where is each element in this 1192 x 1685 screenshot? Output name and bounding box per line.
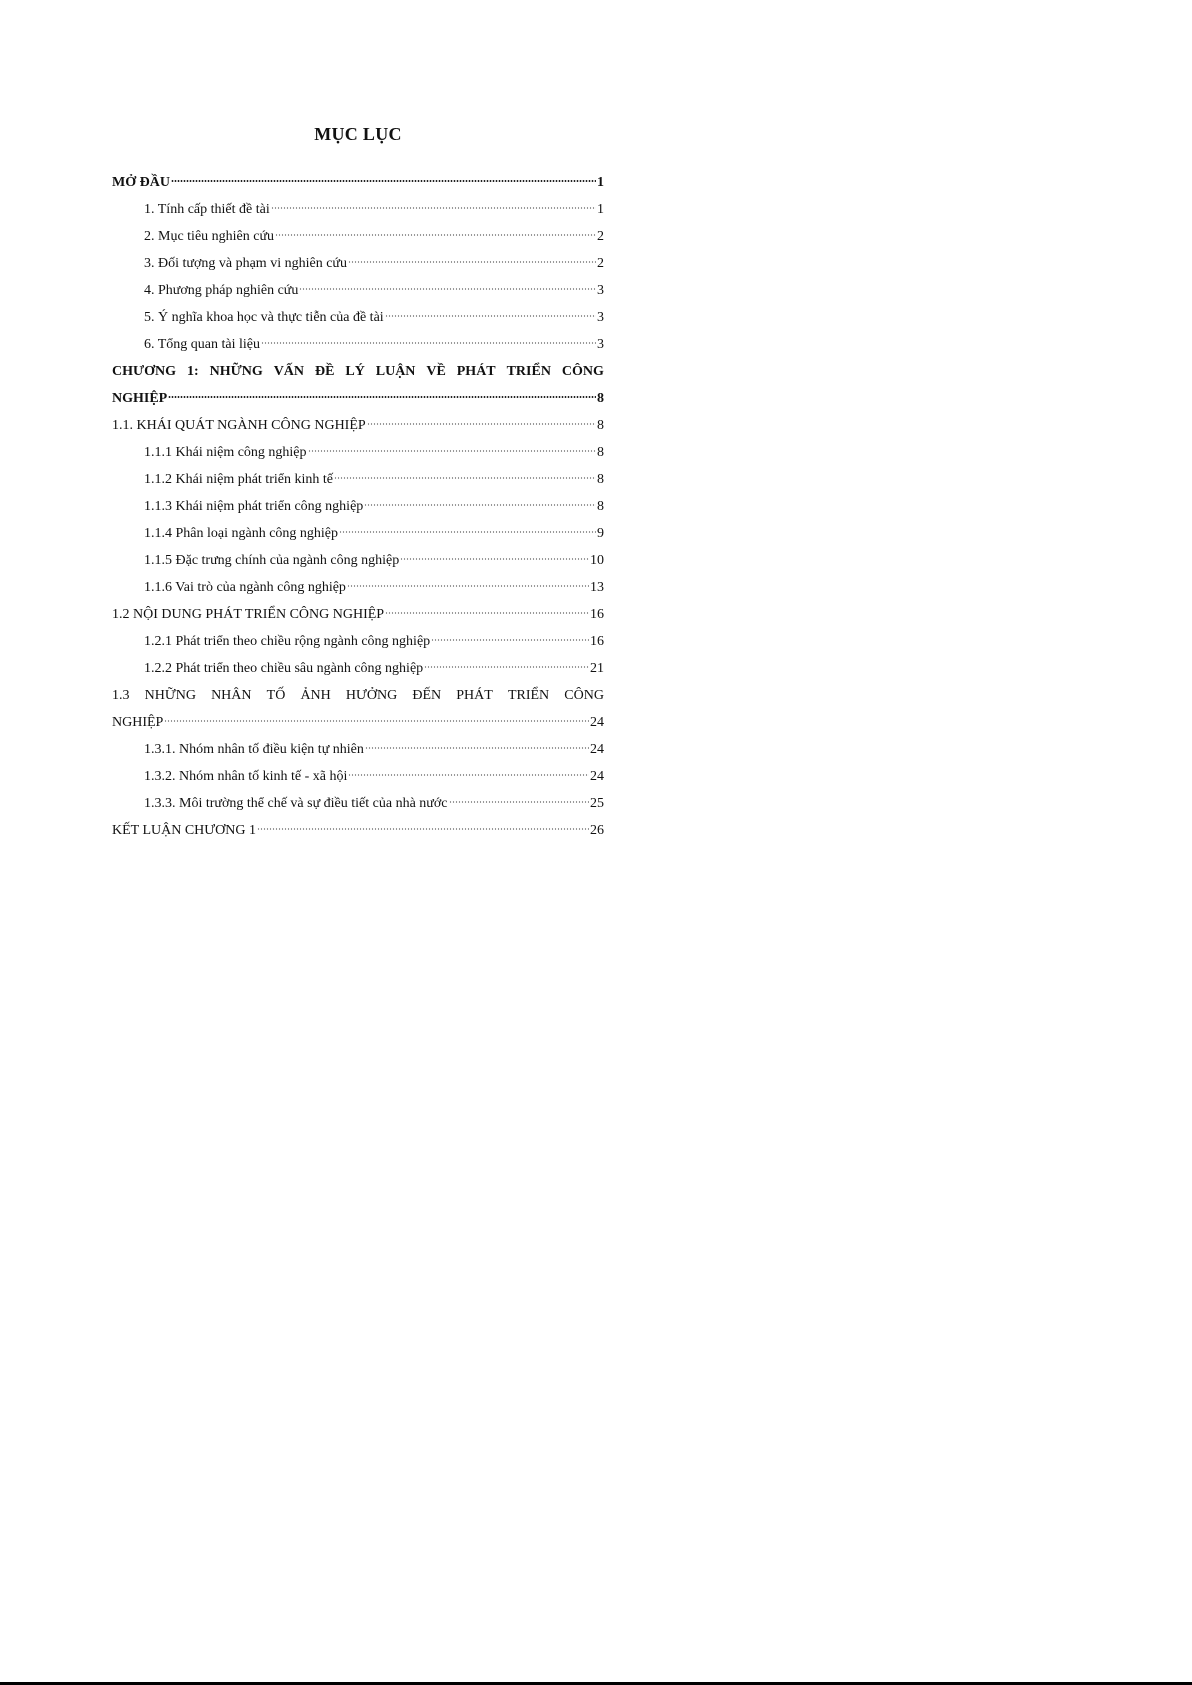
toc-title: MỤC LỤC [314, 124, 402, 144]
toc-entry-page: 3 [597, 337, 604, 352]
toc-entry-label: 2. Mục tiêu nghiên cứu [144, 229, 275, 244]
heading-word: 1: [186, 364, 199, 379]
toc-entry-page: 16 [590, 607, 604, 622]
toc-entry-1-2-1[interactable] [112, 634, 604, 661]
toc-entry-1-1-3[interactable] [112, 499, 604, 526]
dot-leader [400, 557, 589, 561]
toc-entry-page: 3 [597, 283, 604, 298]
toc-entry-label: 1.1.2 Khái niệm phát triển kinh tế [144, 472, 333, 487]
toc-entry-page: 24 [590, 715, 604, 730]
heading-word: TRIỂN [507, 688, 550, 703]
dot-leader [275, 233, 596, 237]
toc-entry-label: 1.1.3 Khái niệm phát triển công nghiệp [144, 499, 364, 514]
toc-entry-label: 1.2 NỘI DUNG PHÁT TRIỂN CÔNG NGHIỆP [112, 607, 385, 622]
toc-entry-1-3-3[interactable] [112, 796, 604, 823]
dot-leader [424, 665, 589, 669]
toc-entry-label: 1.2.1 Phát triển theo chiều rộng ngành công nghiệp [144, 634, 431, 649]
toc-entry-label: 1.3.2. Nhóm nhân tố kinh tế - xã hội [144, 769, 348, 784]
toc-entry-page: 2 [597, 256, 604, 271]
dot-leader [299, 287, 596, 291]
dot-leader [308, 449, 596, 453]
dot-leader [385, 611, 589, 615]
dot-leader [431, 638, 589, 642]
toc-entry-label: NGHIỆP [112, 715, 164, 730]
toc-entry-page: 8 [597, 499, 604, 514]
toc-entry-page: 8 [597, 418, 604, 433]
toc-entry-1-2-2[interactable] [112, 661, 604, 688]
toc-entry-label: 1.1.5 Đặc trưng chính của ngành công nghiệp [144, 553, 400, 568]
toc-entry-1-1-6[interactable] [112, 580, 604, 607]
heading-word: ĐỀ [314, 364, 335, 379]
dot-leader [348, 260, 596, 264]
dot-leader [334, 476, 596, 480]
toc-entry-1-1-5[interactable] [112, 553, 604, 580]
heading-word: LUẬN [375, 364, 416, 379]
toc-entry-page: 8 [597, 445, 604, 460]
dot-leader [347, 584, 589, 588]
heading-word: HƯỞNG [345, 688, 398, 703]
toc-entry-page: 3 [597, 310, 604, 325]
dot-leader [171, 179, 596, 183]
toc-entry-page: 1 [597, 175, 604, 190]
heading-word: CÔNG [564, 688, 604, 703]
toc-entry-page: 21 [590, 661, 604, 676]
toc-entry-page: 13 [590, 580, 604, 595]
dot-leader [271, 206, 596, 210]
toc-entry-section-4[interactable] [112, 283, 604, 310]
toc-entry-1-3-line-2[interactable] [112, 715, 604, 742]
toc-entry-page: 10 [590, 553, 604, 568]
heading-word: CHƯƠNG [112, 364, 177, 379]
toc-entry-1-3-line-1[interactable] [112, 688, 604, 715]
toc-entry-ket-luan-chuong-1[interactable] [112, 823, 604, 850]
dot-leader [164, 719, 589, 723]
heading-word: ĐẾN [412, 688, 442, 703]
toc-entry-1-1-2[interactable] [112, 472, 604, 499]
heading-word: VỀ [426, 364, 446, 379]
dot-leader [257, 827, 589, 831]
heading-word: TỐ [266, 688, 286, 703]
heading-word: NHÂN [211, 688, 252, 703]
heading-word: NHỮNG [144, 688, 196, 703]
dot-leader [449, 800, 590, 804]
toc-entry-1-3-1[interactable] [112, 742, 604, 769]
toc-entry-section-5[interactable] [112, 310, 604, 337]
heading-word: TRIỂN [506, 364, 551, 379]
toc-entry-1-1-1[interactable] [112, 445, 604, 472]
toc-entry-section-3[interactable] [112, 256, 604, 283]
toc-entry-label: 1. Tính cấp thiết đề tài [144, 202, 270, 217]
toc-entry-page: 24 [590, 769, 604, 784]
toc-entry-page: 8 [597, 391, 604, 406]
dot-leader [364, 503, 596, 507]
toc-entry-page: 16 [590, 634, 604, 649]
heading-word: NHỮNG [209, 364, 263, 379]
toc-entry-section-1[interactable] [112, 202, 604, 229]
heading-word: 1.3 [112, 688, 130, 703]
heading-word: CÔNG [561, 364, 604, 379]
dot-leader [339, 530, 596, 534]
toc-entry-label: 5. Ý nghĩa khoa học và thực tiễn của đề tài [144, 310, 384, 325]
table-of-contents [112, 175, 604, 850]
dot-leader [367, 422, 596, 426]
toc-entry-label: 1.3.3. Môi trường thể chế và sự điều tiết của nhà nước [144, 796, 448, 811]
toc-entry-label: 1.1.4 Phân loại ngành công nghiệp [144, 526, 339, 541]
toc-entry-label: 1.1.6 Vai trò của ngành công nghiệp [144, 580, 346, 595]
toc-entry-1-2[interactable] [112, 607, 604, 634]
toc-entry-page: 26 [590, 823, 604, 838]
toc-entry-page: 1 [597, 202, 604, 217]
dot-leader [348, 773, 589, 777]
dot-leader [365, 746, 589, 750]
toc-entry-page: 2 [597, 229, 604, 244]
toc-entry-1-3-2[interactable] [112, 769, 604, 796]
toc-entry-chapter-1-line-1[interactable] [112, 364, 604, 391]
toc-entry-label: 3. Đối tượng và phạm vi nghiên cứu [144, 256, 347, 271]
heading-word: PHÁT [456, 688, 493, 703]
toc-entry-chapter-1-line-2[interactable] [112, 391, 604, 418]
toc-entry-label: 1.2.2 Phát triển theo chiều sâu ngành công nghiệp [144, 661, 424, 676]
toc-entry-label: 6. Tổng quan tài liệu [144, 337, 260, 352]
toc-entry-label: 1.1. KHÁI QUÁT NGÀNH CÔNG NGHIỆP [112, 418, 366, 433]
toc-entry-1-1[interactable] [112, 418, 604, 445]
heading-word: VẤN [273, 364, 305, 379]
heading-word: ẢNH [300, 688, 331, 703]
toc-entry-page: 25 [590, 796, 604, 811]
dot-leader [261, 341, 596, 345]
toc-entry-label: 1.1.1 Khái niệm công nghiệp [144, 445, 307, 460]
toc-entry-section-6[interactable] [112, 337, 604, 364]
heading-word: PHÁT [456, 364, 496, 379]
toc-entry-1-1-4[interactable] [112, 526, 604, 553]
heading-word: LÝ [345, 364, 365, 379]
toc-entry-page: 9 [597, 526, 604, 541]
toc-entry-page: 8 [597, 472, 604, 487]
toc-entry-mo-dau[interactable] [112, 175, 604, 202]
toc-entry-page: 24 [590, 742, 604, 757]
toc-entry-label: KẾT LUẬN CHƯƠNG 1 [112, 823, 256, 838]
toc-entry-label: 1.3.1. Nhóm nhân tố điều kiện tự nhiên [144, 742, 364, 757]
dot-leader [168, 395, 596, 399]
dot-leader [385, 314, 596, 318]
toc-entry-section-2[interactable] [112, 229, 604, 256]
toc-entry-label: NGHIỆP [112, 391, 168, 406]
toc-entry-label: MỞ ĐẦU [112, 175, 170, 190]
toc-entry-label: 4. Phương pháp nghiên cứu [144, 283, 299, 298]
